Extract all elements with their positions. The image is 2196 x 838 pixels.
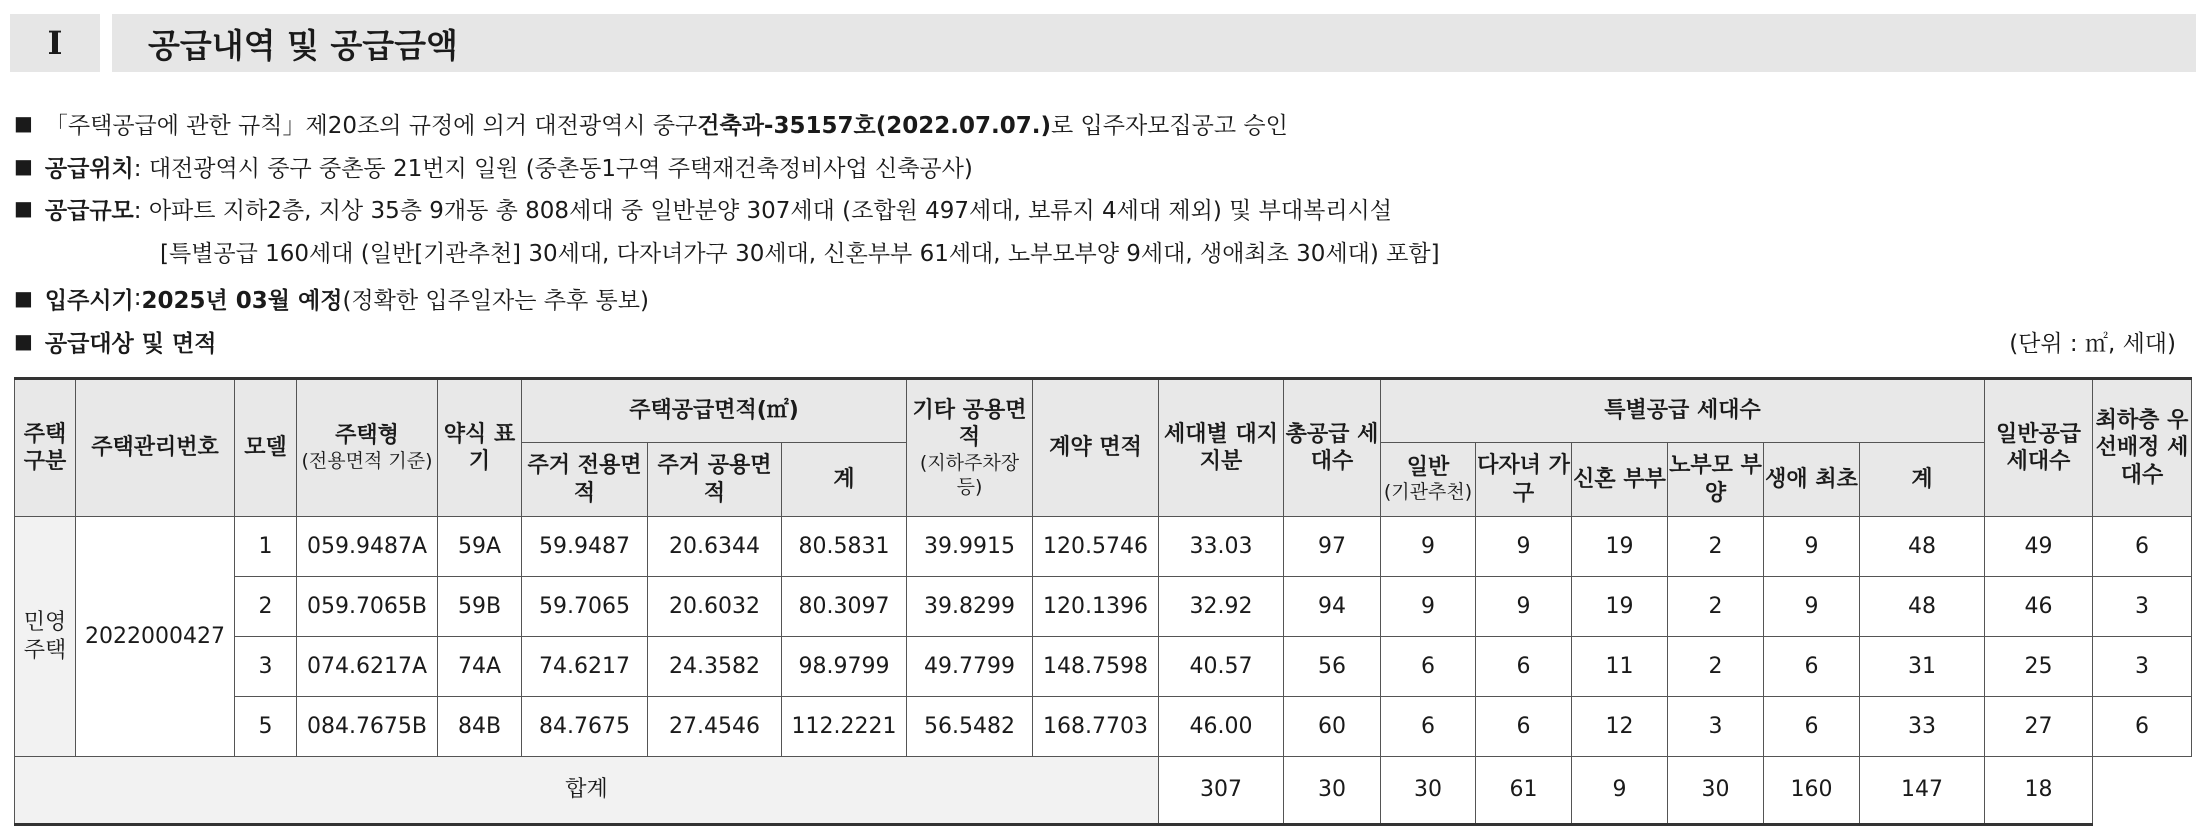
- table-cell: 46: [1985, 577, 2093, 637]
- header-house-type-main: 주택형: [335, 423, 399, 449]
- table-row: [15, 637, 2192, 697]
- table-cell: 59A: [438, 517, 522, 577]
- table-cell: 24.3582: [648, 637, 782, 697]
- table-cell: 2: [235, 577, 297, 637]
- location-label: 공급위치: [44, 155, 134, 182]
- header-total-units: 총공급 세대수: [1284, 379, 1381, 517]
- table-cell: 19: [1572, 517, 1668, 577]
- table-cell: 168.7703: [1033, 697, 1159, 757]
- table-cell: 94: [1284, 577, 1381, 637]
- total-label: 합계: [15, 757, 1159, 825]
- table-cell: 59.7065: [522, 577, 648, 637]
- movein-sep: :: [133, 285, 142, 311]
- target-label: 공급대상 및 면적: [44, 330, 217, 357]
- total-cell: 9: [1572, 757, 1668, 825]
- table-cell: 6: [1381, 637, 1476, 697]
- table-cell: 9: [1381, 517, 1476, 577]
- movein-line: [14, 281, 649, 315]
- header-special: 특별공급 세대수: [1381, 379, 1985, 443]
- table-cell: 11: [1572, 637, 1668, 697]
- header-other-area: [907, 379, 1033, 517]
- table-cell: 48: [1860, 517, 1985, 577]
- table-cell: 1: [235, 517, 297, 577]
- movein-label: 입주시기: [44, 287, 134, 314]
- header-other-area-sub: (지하주차장 등): [919, 451, 1020, 498]
- table-row: [15, 697, 2192, 757]
- header-abbr: 약식 표기: [438, 379, 522, 517]
- header-lowest-floor: 최하층 우선배정 세대수: [2093, 379, 2192, 517]
- table-cell: 3: [235, 637, 297, 697]
- table-cell: 27: [1985, 697, 2093, 757]
- table-cell: 74A: [438, 637, 522, 697]
- header-supply-area: 주택공급면적(㎡): [522, 379, 907, 443]
- table-cell: 20.6344: [648, 517, 782, 577]
- table-cell: 9: [1381, 577, 1476, 637]
- table-cell: 33.03: [1159, 517, 1284, 577]
- table-cell: 6: [1476, 697, 1572, 757]
- table-cell: 84.7675: [522, 697, 648, 757]
- bullet-square-icon: ■: [14, 196, 33, 220]
- total-cell: 18: [1985, 757, 2093, 825]
- header-sp-first: 생애 최초: [1764, 443, 1860, 517]
- header-sp-general-sub: (기관추천): [1383, 481, 1473, 504]
- table-cell: 12: [1572, 697, 1668, 757]
- header-sp-sum: 계: [1860, 443, 1985, 517]
- header-land-share: 세대별 대지지분: [1159, 379, 1284, 517]
- table-cell: 5: [235, 697, 297, 757]
- header-house-type-sub: (전용면적 기준): [301, 449, 433, 472]
- table-cell: 6: [2093, 697, 2192, 757]
- table-cell: 059.9487A: [297, 517, 438, 577]
- table-cell: 6: [1476, 637, 1572, 697]
- table-cell: 2: [1668, 637, 1764, 697]
- table-cell: 9: [1764, 577, 1860, 637]
- total-cell: 30: [1668, 757, 1764, 825]
- table-cell: 84B: [438, 697, 522, 757]
- header-sp-multi: 다자녀 가구: [1476, 443, 1572, 517]
- approval-suffix: 로 입주자모집공고 승인: [1050, 112, 1288, 139]
- header-model: 모델: [235, 379, 297, 517]
- bullet-square-icon: ■: [14, 154, 33, 178]
- header-excl-area: 주거 전용면적: [522, 443, 648, 517]
- table-cell: 31: [1860, 637, 1985, 697]
- table-cell: 3: [1668, 697, 1764, 757]
- table-cell: 20.6032: [648, 577, 782, 637]
- table-cell: 59.9487: [522, 517, 648, 577]
- table-cell: 49: [1985, 517, 2093, 577]
- table-cell: 3: [2093, 577, 2192, 637]
- table-cell: 74.6217: [522, 637, 648, 697]
- table-cell: 39.9915: [907, 517, 1033, 577]
- table-cell: 9: [1764, 517, 1860, 577]
- table-cell: 27.4546: [648, 697, 782, 757]
- header-other-area-main: 기타 공용면적: [912, 397, 1027, 451]
- table-cell: 25: [1985, 637, 2093, 697]
- movein-date: 2025년 03월 예정: [141, 287, 343, 314]
- table-cell: 2: [1668, 577, 1764, 637]
- total-cell: 30: [1381, 757, 1476, 825]
- table-cell: 98.9799: [782, 637, 907, 697]
- table-cell: 48: [1860, 577, 1985, 637]
- approval-prefix: 「주택공급에 관한 규칙」제20조의 규정에 의거 대전광역시 중구: [44, 112, 698, 139]
- table-cell: 49.7799: [907, 637, 1033, 697]
- table-cell: 39.8299: [907, 577, 1033, 637]
- target-line: [14, 324, 216, 358]
- section-number: I: [10, 14, 100, 72]
- table-cell: 074.6217A: [297, 637, 438, 697]
- total-cell: 61: [1476, 757, 1572, 825]
- scale-text: : 아파트 지하2층, 지상 35층 9개동 총 808세대 중 일반분양 307세대 (조합원 497세대, 보류지 4세대 제외) 및 부대복리시설: [133, 197, 1392, 224]
- table-cell: 46.00: [1159, 697, 1284, 757]
- table-cell: 2: [1668, 517, 1764, 577]
- table-row: [15, 577, 2192, 637]
- header-common-area: 주거 공용면적: [648, 443, 782, 517]
- table-cell: 148.7598: [1033, 637, 1159, 697]
- header-housing-type: 주택 구분: [15, 379, 76, 517]
- supply-table: [14, 377, 2192, 826]
- header-sp-newlywed: 신혼 부부: [1572, 443, 1668, 517]
- housing-type-cell: 민영 주택: [15, 517, 76, 757]
- header-sp-general-main: 일반: [1406, 454, 1450, 480]
- table-cell: 084.7675B: [297, 697, 438, 757]
- table-cell: 9: [1476, 517, 1572, 577]
- table-cell: 56.5482: [907, 697, 1033, 757]
- total-row: [15, 757, 2192, 825]
- location-text: : 대전광역시 중구 중촌동 21번지 일원 (중촌동1구역 주택재건축정비사업 신축공사): [133, 155, 973, 182]
- table-cell: 6: [1381, 697, 1476, 757]
- table-cell: 059.7065B: [297, 577, 438, 637]
- header-sp-general: [1381, 443, 1476, 517]
- header-subtotal: 계: [782, 443, 907, 517]
- total-cell: 147: [1860, 757, 1985, 825]
- total-cell: 307: [1159, 757, 1284, 825]
- header-mgmt-no: 주택관리번호: [76, 379, 235, 517]
- scale-continuation: [특별공급 160세대 (일반[기관추천] 30세대, 다자녀가구 30세대, 신혼부부 61세대, 노부모부양 9세대, 생애최초 30세대) 포함]: [160, 240, 1440, 267]
- table-cell: 56: [1284, 637, 1381, 697]
- approval-number: 건축과-35157호(2022.07.07.): [697, 112, 1051, 139]
- table-cell: 6: [2093, 517, 2192, 577]
- table-cell: 3: [2093, 637, 2192, 697]
- section-title: 공급내역 및 공급금액: [112, 14, 2196, 72]
- scale-line: [14, 191, 1392, 225]
- unit-note: (단위 : ㎡, 세대): [2009, 330, 2176, 357]
- table-cell: 120.5746: [1033, 517, 1159, 577]
- total-cell: 160: [1764, 757, 1860, 825]
- header-sp-elderly: 노부모 부양: [1668, 443, 1764, 517]
- table-cell: 6: [1764, 637, 1860, 697]
- table-cell: 60: [1284, 697, 1381, 757]
- location-line: [14, 149, 973, 183]
- table-cell: 19: [1572, 577, 1668, 637]
- mgmt-no-cell: 2022000427: [76, 517, 235, 757]
- table-cell: 80.5831: [782, 517, 907, 577]
- table-cell: 40.57: [1159, 637, 1284, 697]
- table-cell: 9: [1476, 577, 1572, 637]
- table-row: [15, 517, 2192, 577]
- header-general-units: 일반공급 세대수: [1985, 379, 2093, 517]
- table-cell: 33: [1860, 697, 1985, 757]
- table-cell: 97: [1284, 517, 1381, 577]
- table-cell: 112.2221: [782, 697, 907, 757]
- header-house-type: [297, 379, 438, 517]
- table-cell: 120.1396: [1033, 577, 1159, 637]
- bullet-square-icon: ■: [14, 111, 33, 135]
- total-cell: 30: [1284, 757, 1381, 825]
- movein-text: (정확한 입주일자는 추후 통보): [342, 287, 649, 314]
- approval-line: [14, 106, 1288, 140]
- bullet-square-icon: ■: [14, 286, 33, 310]
- scale-label: 공급규모: [44, 197, 134, 224]
- table-cell: 80.3097: [782, 577, 907, 637]
- table-cell: 6: [1764, 697, 1860, 757]
- bullet-square-icon: ■: [14, 329, 33, 353]
- table-cell: 59B: [438, 577, 522, 637]
- table-cell: 32.92: [1159, 577, 1284, 637]
- header-contract-area: 계약 면적: [1033, 379, 1159, 517]
